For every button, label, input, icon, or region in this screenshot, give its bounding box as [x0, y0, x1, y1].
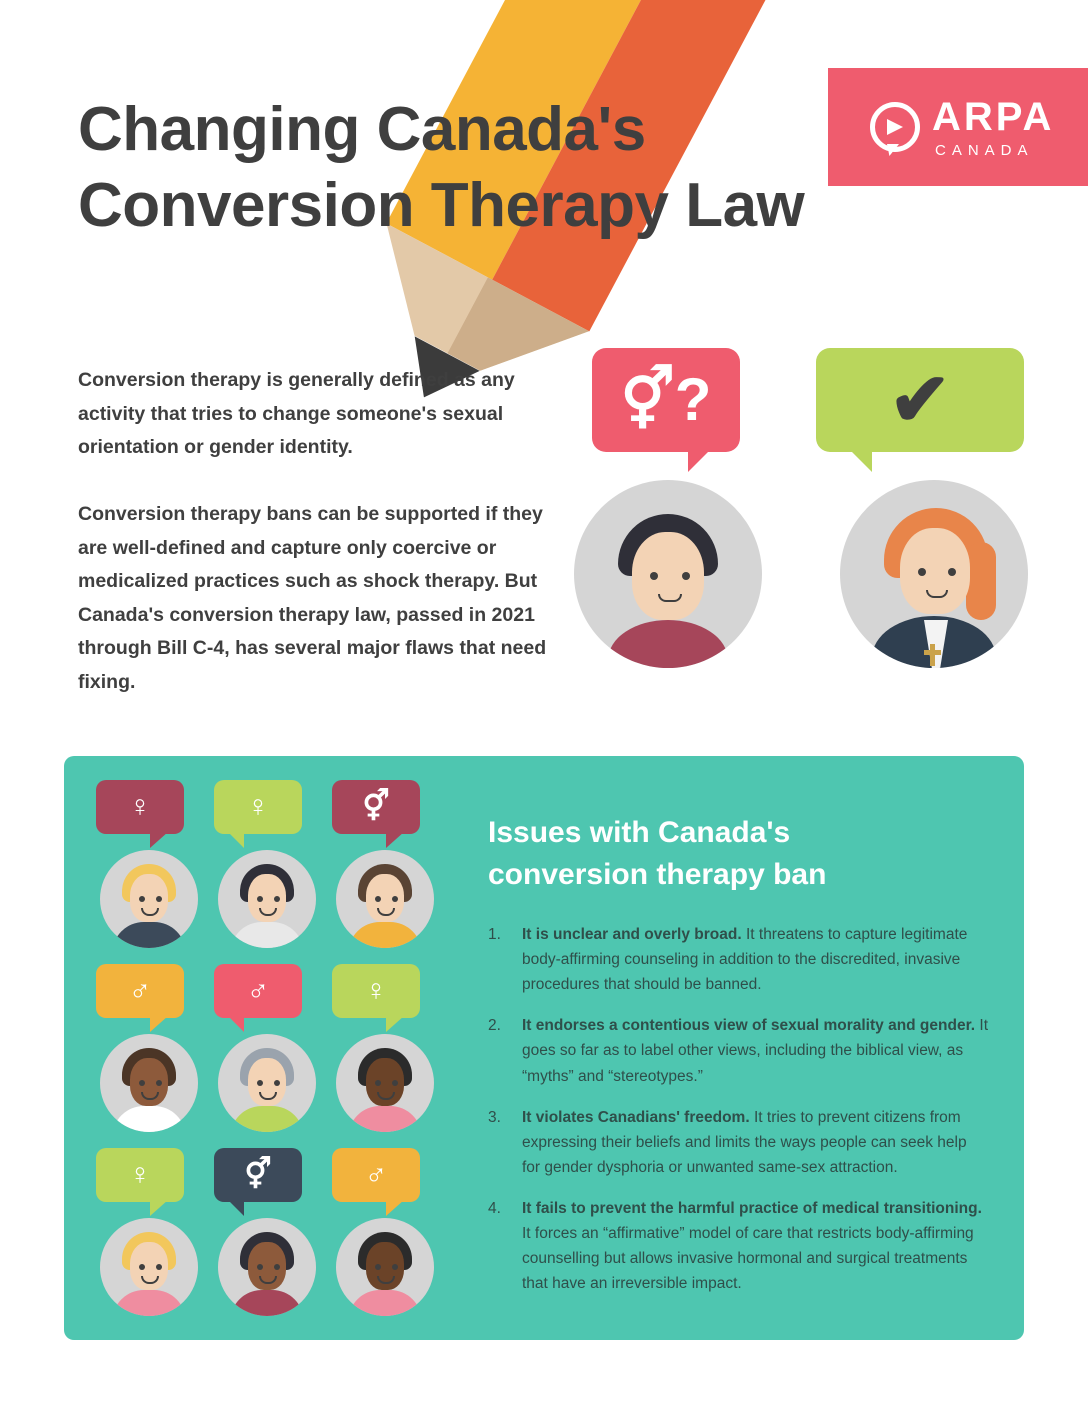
issue-item — [488, 1013, 988, 1088]
issue-text: It tries to prevent citizens from expressing their beliefs and limits the ways people can seek help for gender dysphoria or unwanted same-sex attraction. — [522, 1108, 967, 1176]
avatar-circle — [100, 1034, 198, 1132]
avatar-eye-right — [392, 1080, 398, 1086]
gender-symbol: ♀ — [128, 1158, 152, 1191]
bubble-tail — [386, 1200, 404, 1216]
avatar-body — [348, 1290, 422, 1316]
avatar-body — [608, 620, 728, 668]
bubble-tail — [150, 1016, 168, 1032]
speech-bubble — [332, 780, 420, 834]
speech-bubble — [96, 964, 184, 1018]
issues-list — [488, 922, 988, 1312]
gender-symbol: ♂ — [246, 974, 270, 1007]
avatar-face — [632, 532, 704, 620]
issue-lead: It violates Canadians' freedom. — [522, 1108, 750, 1126]
issue-item — [488, 1105, 988, 1180]
issue-text: It forces an “affirmative” model of care that restricts body-affirming counselling but allows invasive hormonal and surgical treatments that have an irreversible impact. — [522, 1225, 974, 1293]
avatar-eye-right — [156, 896, 162, 902]
avatar-eye-right — [682, 572, 690, 580]
issue-lead: It is unclear and overly broad. — [522, 926, 742, 943]
speech-bubble — [96, 780, 184, 834]
panel-title: Issues with Canada's conversion therapy ban — [488, 816, 827, 891]
intro-paragraph-1: Conversion therapy is generally defined as any activity that tries to change someone's sexual orientation or gender identity. — [78, 369, 515, 459]
avatar-eye-right — [274, 896, 280, 902]
issue-number: 4. — [488, 1199, 501, 1217]
issue-lead: It fails to prevent the harmful practice of medical transitioning. — [522, 1199, 982, 1217]
avatar-body — [348, 922, 422, 948]
avatar-circle — [218, 850, 316, 948]
avatar-eye-right — [156, 1264, 162, 1270]
gender-symbol: ⚥ — [244, 1158, 272, 1191]
avatar-eye-right — [156, 1080, 162, 1086]
bubble-tail — [688, 442, 718, 472]
avatar-body — [112, 922, 186, 948]
avatar-grid — [96, 780, 466, 1320]
avatar-eye-right — [274, 1264, 280, 1270]
bubble-tail — [228, 832, 244, 848]
top-left-avatar-unit — [592, 348, 762, 668]
avatar-eye-left — [139, 1080, 145, 1086]
bubble-tail — [150, 832, 168, 848]
avatar-body — [112, 1290, 186, 1316]
gender-symbol: ⚥ — [362, 790, 390, 823]
gender-symbol: ♀ — [364, 974, 388, 1007]
avatar-female-4 — [96, 1148, 208, 1320]
avatar-eye-left — [375, 896, 381, 902]
speech-bubble — [332, 1148, 420, 1202]
logo-subtitle: CANADA — [935, 141, 1034, 159]
avatar-circle — [336, 850, 434, 948]
gender-symbol: ♀ — [246, 790, 270, 823]
speech-bubble-check — [816, 348, 1024, 452]
gender-symbol: ♀ — [128, 790, 152, 823]
avatar-nonbinary-1 — [332, 780, 444, 952]
avatar-male-2 — [214, 964, 326, 1136]
issue-item — [488, 1196, 988, 1296]
arpa-logo-icon — [870, 102, 920, 152]
top-right-avatar-unit — [816, 348, 1028, 668]
avatar-eye-left — [139, 896, 145, 902]
confused-man-avatar — [574, 480, 762, 668]
speech-bubble — [214, 1148, 302, 1202]
worried-woman-avatar — [840, 480, 1028, 668]
avatar-body — [230, 922, 304, 948]
issue-item — [488, 922, 988, 997]
issue-text: It threatens to capture legitimate body-affirming counseling in addition to the discredited, invasive procedures that should be banned. — [522, 926, 968, 994]
logo-title: ARPA — [932, 94, 1055, 139]
issue-number: 1. — [488, 926, 501, 943]
bubble-tail — [386, 1016, 404, 1032]
avatar-body — [230, 1106, 304, 1132]
avatar-circle — [218, 1218, 316, 1316]
avatar-male-1 — [96, 964, 208, 1136]
avatar-nonbinary-2 — [214, 1148, 326, 1320]
avatar-eye-left — [375, 1080, 381, 1086]
avatar-eye-left — [918, 568, 926, 576]
avatar-female-3 — [332, 964, 444, 1136]
avatar-circle — [100, 1218, 198, 1316]
avatar-circle — [336, 1218, 434, 1316]
bubble-tail — [150, 1200, 168, 1216]
issue-lead: It endorses a contentious view of sexual morality and gender. — [522, 1017, 976, 1035]
avatar-eye-left — [257, 1264, 263, 1270]
issue-text: It goes so far as to label other views, including the biblical view, as “myths” and “stereotypes.” — [522, 1017, 988, 1085]
gender-symbol: ♂ — [364, 1158, 388, 1191]
avatar-eye-right — [948, 568, 956, 576]
avatar-circle — [218, 1034, 316, 1132]
speech-bubble — [96, 1148, 184, 1202]
arpa-logo — [828, 68, 1088, 186]
avatar-body — [348, 1106, 422, 1132]
avatar-female-2 — [214, 780, 326, 952]
speech-bubble — [214, 964, 302, 1018]
speech-bubble-question — [592, 348, 740, 452]
gender-question-symbol: ⚥? — [620, 366, 712, 433]
avatar-eye-right — [274, 1080, 280, 1086]
page-title: Changing Canada's Conversion Therapy Law — [78, 95, 805, 240]
intro-paragraph-2: Conversion therapy bans can be supported if they are well-defined and capture only coercive or medicalized practices such as shock therapy. But Canada's conversion therapy law, passed in 2021 through Bill C-4, has several major flaws that need fixing. — [78, 503, 547, 693]
bubble-tail — [228, 1016, 244, 1032]
gender-symbol: ♂ — [128, 974, 152, 1007]
issue-number: 2. — [488, 1017, 501, 1035]
bubble-tail — [228, 1200, 244, 1216]
bubble-tail — [386, 832, 404, 848]
avatar-body — [112, 1106, 186, 1132]
avatar-circle — [100, 850, 198, 948]
bubble-tail — [842, 442, 872, 472]
cross-necklace-icon — [930, 644, 935, 666]
issue-number: 3. — [488, 1108, 501, 1126]
avatar-eye-left — [375, 1264, 381, 1270]
avatar-eye-left — [257, 896, 263, 902]
avatar-eye-right — [392, 896, 398, 902]
speech-bubble — [214, 780, 302, 834]
avatar-body — [230, 1290, 304, 1316]
speech-bubble — [332, 964, 420, 1018]
avatar-face — [900, 528, 970, 614]
avatar-female-1 — [96, 780, 208, 952]
avatar-male-3 — [332, 1148, 444, 1320]
check-icon: ✔ — [888, 358, 951, 441]
avatar-circle — [336, 1034, 434, 1132]
avatar-ponytail — [966, 542, 996, 620]
avatar-eye-right — [392, 1264, 398, 1270]
cross-necklace-bar — [924, 650, 941, 655]
avatar-eye-left — [257, 1080, 263, 1086]
avatar-eye-left — [139, 1264, 145, 1270]
avatar-eye-left — [650, 572, 658, 580]
